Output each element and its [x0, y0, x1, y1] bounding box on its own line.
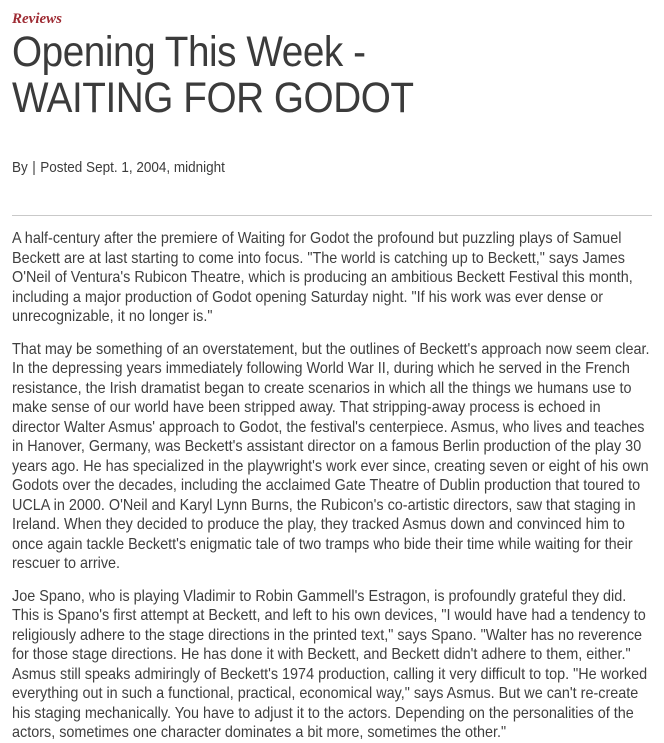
byline-posted: Posted Sept. 1, 2004, midnight	[40, 159, 225, 176]
article-paragraph: That may be something of an overstatement, but the outlines of Beckett's approach now seem clear. In the depressing years immediately following World War II, during which he served in the French resistance, the Irish dramatist began to create scenarios in which all the things we humans use to make sense of our world have been stripped away. That stripping-away process is echoed in director Walter Asmus' approach to Godot, the festival's centerpiece. Asmus, who lives and teaches in Hanover, Germany, was Beckett's assistant director on a famous Berlin production of the play 30 years ago. He has specialized in the playwright's work ever since, creating seven or eight of his own Godots over the decades, including the acclaimed Gate Theatre of Dublin production that toured to UCLA in 2000. O'Neil and Karyl Lynn Burns, the Rubicon's co-artistic directors, saw that staging in Ireland. When they decided to produce the play, they tracked Asmus down and convinced him to once again tackle Beckett's enigmatic tale of two tramps who bide their time while waiting for their rescuer to arrive.	[12, 340, 650, 572]
byline-by-label: By	[12, 159, 28, 176]
category-link[interactable]: Reviews	[12, 11, 62, 27]
title-line-1: Opening This Week -	[12, 28, 366, 76]
byline-separator: |	[32, 159, 36, 176]
section-divider	[12, 215, 652, 216]
byline	[12, 159, 652, 177]
page-title	[12, 29, 652, 121]
title-line-2: WAITING FOR GODOT	[12, 74, 414, 122]
article-paragraph: A half-century after the premiere of Waiting for Godot the profound but puzzling plays of Samuel Beckett are at last starting to come into focus. "The world is catching up to Beckett," says James O'Neil of Ventura's Rubicon Theatre, which is producing an ambitious Beckett Festival this month, including a major production of Godot opening Saturday night. "If his work was ever dense or unrecognizable, it no longer is."	[12, 230, 633, 325]
article-body	[12, 229, 652, 743]
article-paragraph: Joe Spano, who is playing Vladimir to Robin Gammell's Estragon, is profoundly grateful they did. This is Spano's first attempt at Beckett, and left to his own devices, "I would have had a tendency to religiously adhere to the stage directions in the printed text," says Spano. "Walter has no reverence for those stage directions. He has done it with Beckett, and Beckett didn't adhere to them, either." Asmus still speaks admiringly of Beckett's 1974 production, calling it very difficult to top. "He worked everything out in such a functional, practical, economical way," says Asmus. But we can't re-create his staging mechanically. You have to adjust it to the actors. Depending on the personalities of the actors, sometimes one character dominates a bit more, sometimes the other."	[12, 587, 648, 741]
